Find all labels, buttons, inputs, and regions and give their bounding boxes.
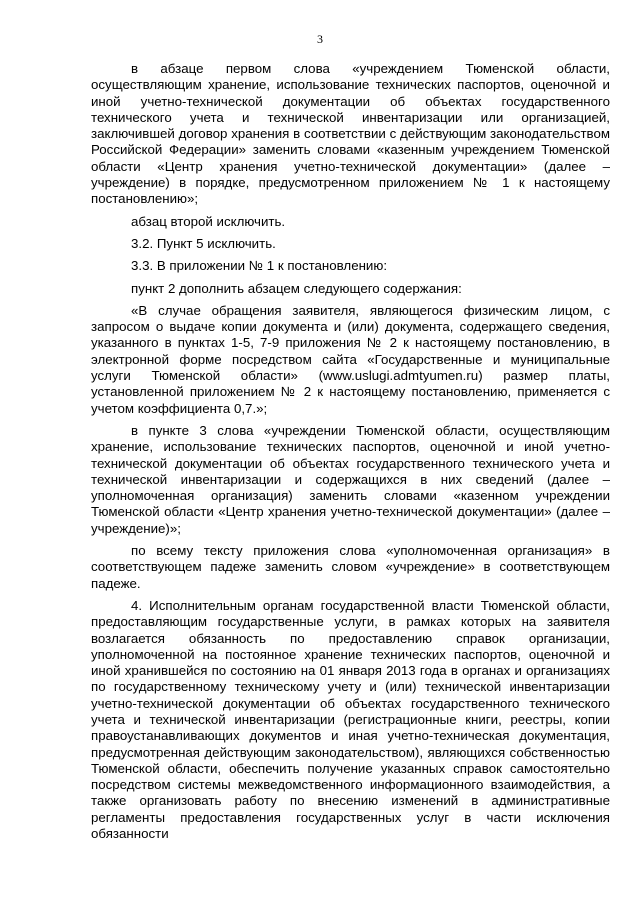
paragraph-punkt-2-dopolnit: пункт 2 дополнить абзацем следующего содержания: <box>131 280 462 296</box>
paragraph-abzac-vtoroi: абзац второй исключить. <box>131 213 286 229</box>
paragraph-quote-zayavitel: «В случае обращения заявителя, являющегося физическим лицом, с запросом о выдаче копии документа и (или) документа, содержащего сведения, указанного в пунктах 1-5, 7-9 приложения № 2 к настоящему постановлению, в электронной форме посредством сайта «Государственные и муниципальные услуги Тюменской области» (www.uslugi.admtyumen.ru) размер платы, установленной приложением № 2 к настоящему постановлению, применяется с учетом коэффициента 0,7.»; <box>91 302 610 416</box>
paragraph-abzac-pervyi: в абзаце первом слова «учреждением Тюменской области, осуществляющим хранение, использование технических паспортов, оценочной и иной учетно-технической документации об объектах государственного технического учета и технической инвентаризации или организацией, заключившей договор хранения в соответствии с действующим законодательством Российской Федерации» заменить словами «казенным учреждением Тюменской области «Центр хранения учетно-технической документации» (далее – учреждение) в порядке, предусмотренном приложением № 1 к настоящему постановлению»; <box>91 61 610 207</box>
paragraph-punkt-3-3: 3.3. В приложении № 1 к постановлению: <box>131 258 388 274</box>
paragraph-punkt-3-slova: в пункте 3 слова «учреждении Тюменской области, осуществляющим хранение, использование технических паспортов, оценочной и иной учетно-технической документации об объектах государственного технического учета и технической инвентаризации и содержащихся в них сведений (далее – уполномоченная организация) заменить словами «казенном учреждении Тюменской области «Центр хранения учетно-технической документации» (далее – учреждение)»; <box>91 422 610 536</box>
paragraph-punkt-4: 4. Исполнительным органам государственной власти Тюменской области, предоставляющим государственные услуги, в рамках которых на заявителя возлагается обязанность по предоставлению справок организации, уполномоченной на постоянное хранение технических паспортов, оценочной и иной хранившейся по состоянию на 01 января 2013 года в органах и организациях по государственному техническому учету и (или) технической инвентаризации учетно-технической документации об объектах государственного технического учета и технической инвентаризации (регистрационные книги, реестры, копии правоустанавливающих документов и иная учетно-техническая документация, предусмотренная действующим законодательством), являющихся собственностью Тюменской области, обеспечить получение указанных справок самостоятельно посредством системы межведомственного информационного взаимодействия, а также организовать работу по внесению изменений в административные регламенты предоставления государственных услуг в части исключения обязанности <box>91 597 610 842</box>
paragraph-punkt-3-2: 3.2. Пункт 5 исключить. <box>131 235 276 251</box>
paragraph-po-vsemu-tekstu: по всему тексту приложения слова «уполномоченная организация» в соответствующем падеже заменить словом «учреждение» в соответствующем падеже. <box>91 543 610 591</box>
document-body <box>91 61 610 842</box>
page-number: 3 <box>317 32 323 46</box>
